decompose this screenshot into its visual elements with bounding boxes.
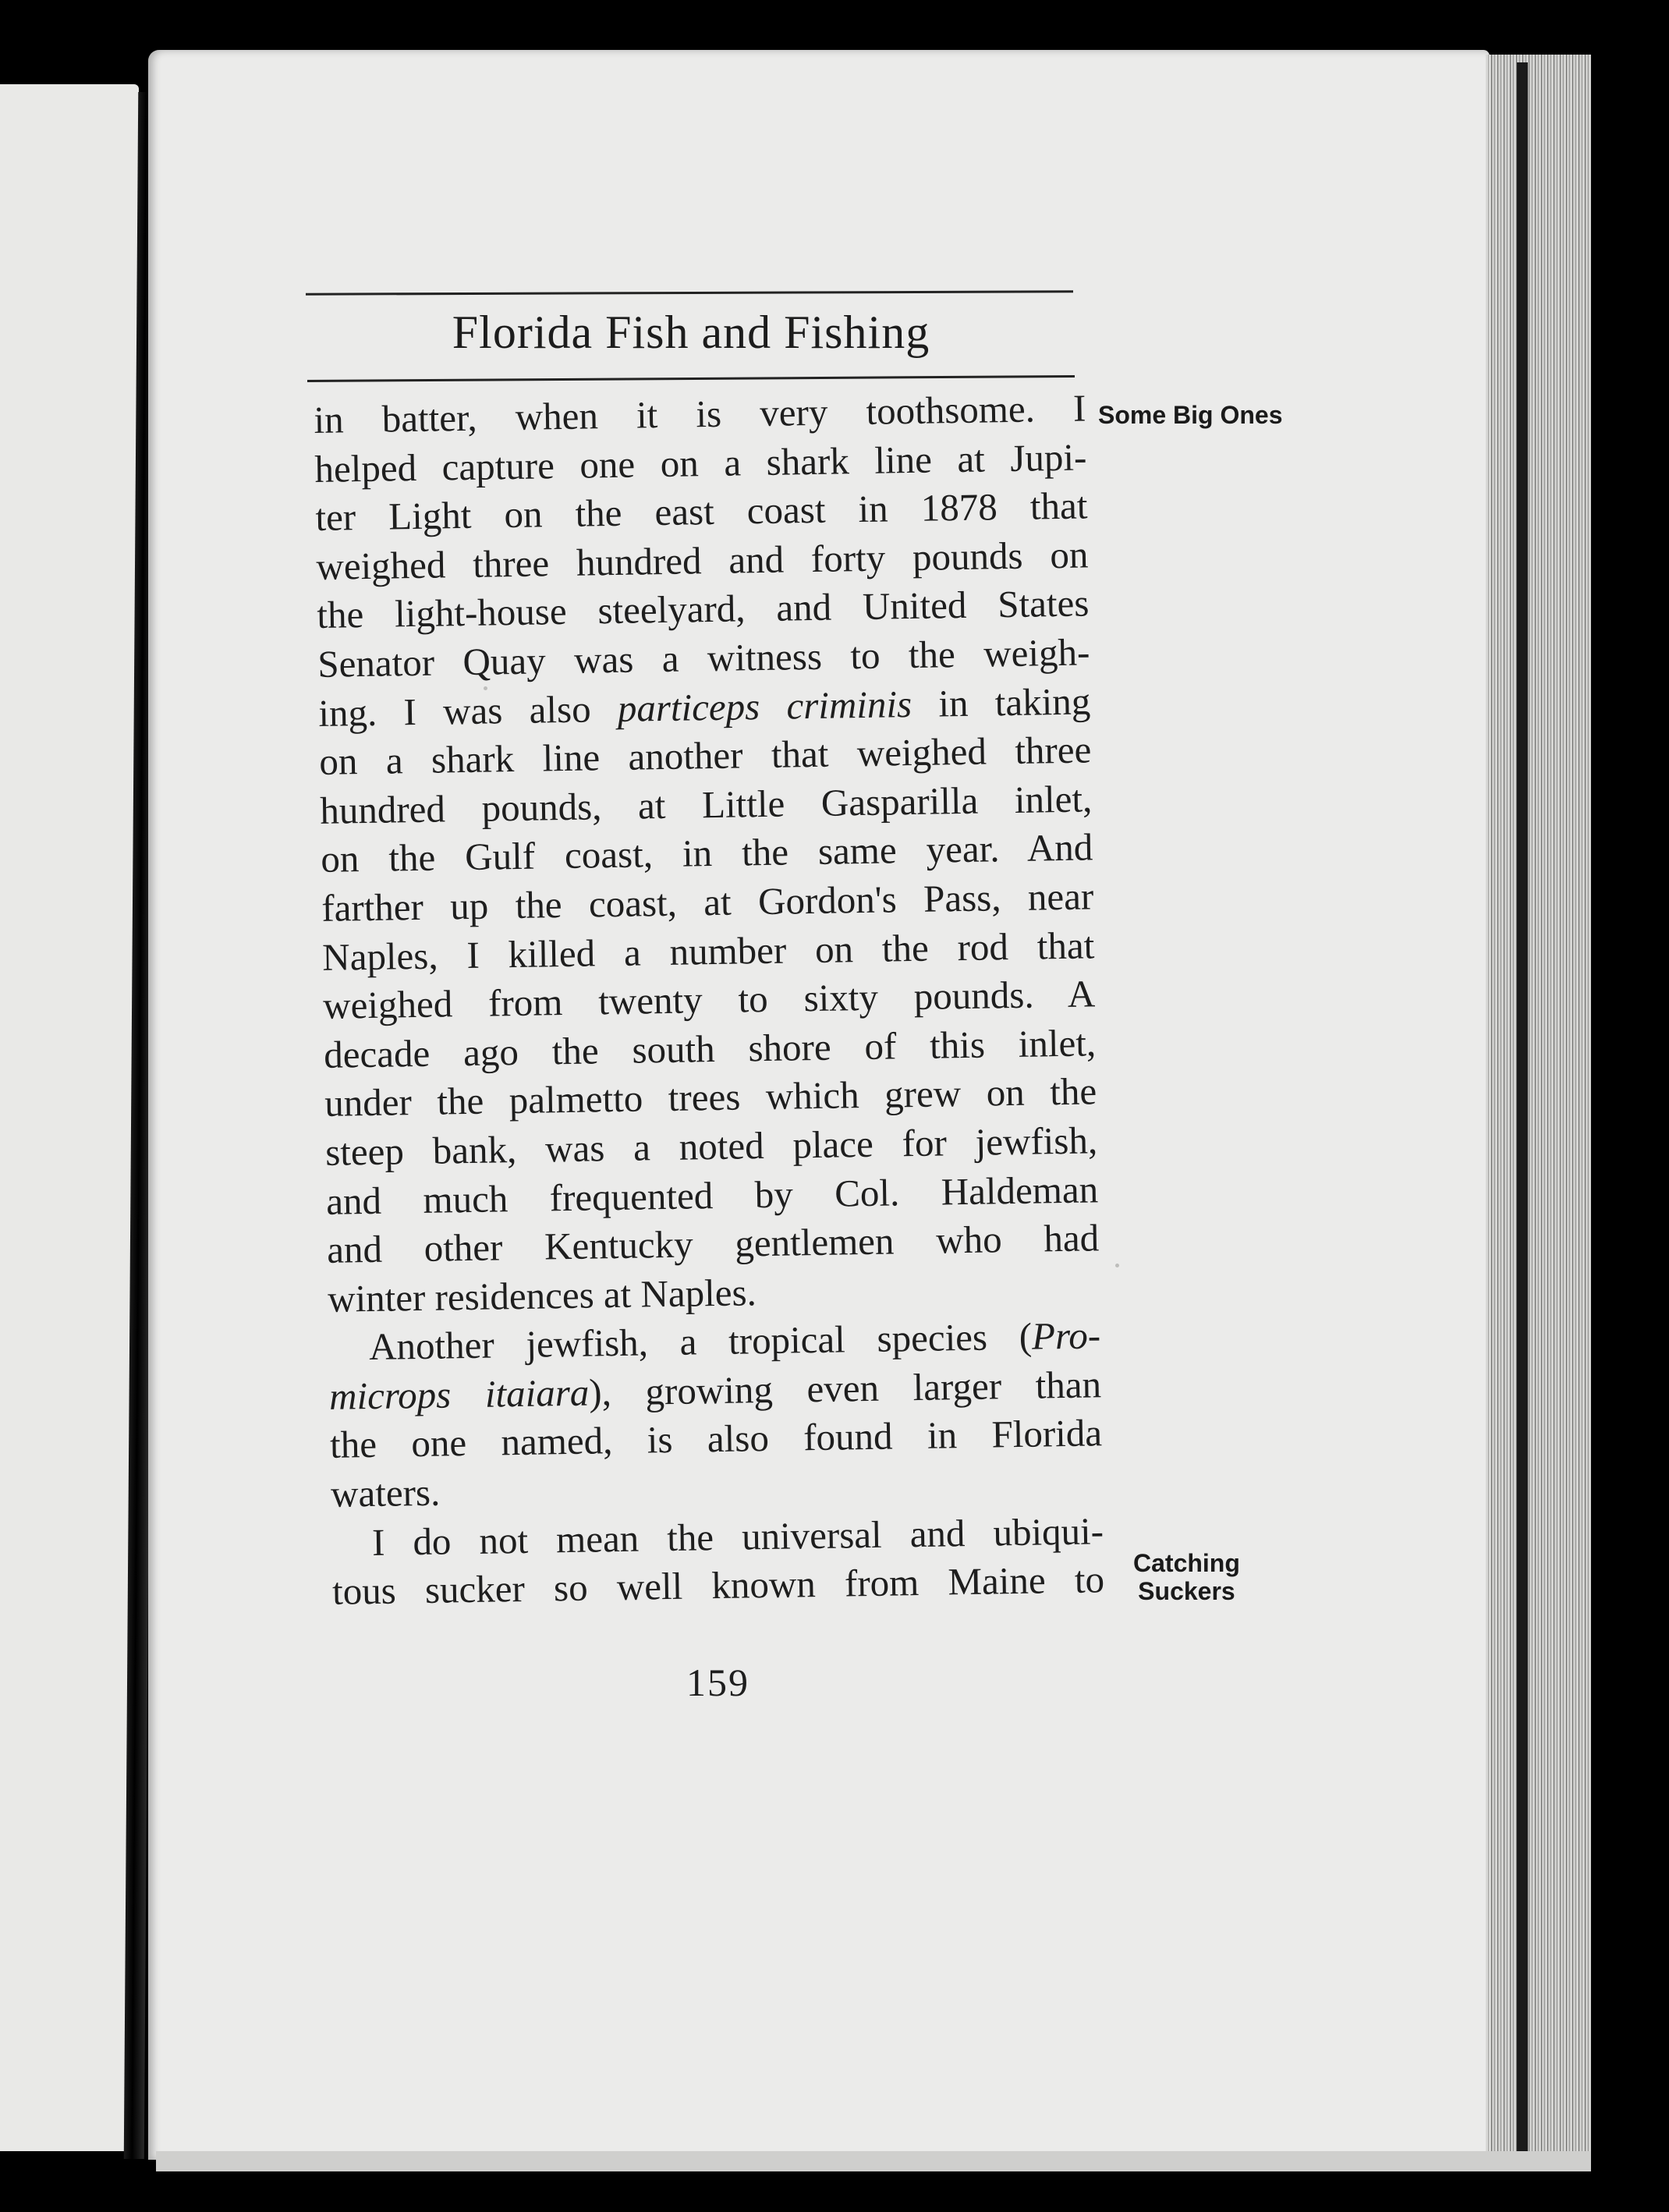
species-name: microps itaiara [328,1370,590,1418]
text-line: under the palmetto trees which grew on the [324,1069,1097,1125]
text-line: Naples, I killed a number on the rod that [321,923,1095,979]
text-line: ter Light on the east coast in 1878 that [315,484,1088,540]
text-line: and much frequented by Col. Haldeman [325,1167,1099,1223]
text-line: Another jewfish, a tropical species (Pro- [368,1313,1101,1369]
text-line: tous sucker so well known from Maine to [331,1558,1105,1614]
body-text [314,384,1104,1616]
species-name: Pro- [1031,1313,1101,1358]
page-bottom-edge [156,2151,1591,2171]
previous-page-edge [0,84,139,2151]
text-line: farther up the coast, at Gordon's Pass, near [321,874,1094,930]
page-number: 159 [686,1661,749,1704]
sidenote-line: Catching [1133,1549,1240,1577]
page-block-shadow [1517,62,1528,2161]
text-line: helped capture one on a shark line at Jupi- [314,435,1087,491]
sidenote-some-big-ones: Some Big Ones [1098,401,1283,429]
text-line: I do not mean the universal and ubiqui- [371,1508,1104,1564]
text-line: on a shark line another that weighed three [318,728,1092,784]
page-block-fore-edge [1486,55,1591,2168]
sidenote-catching-suckers [1133,1549,1240,1605]
text-line: microps itaiara), growing even larger than [328,1363,1102,1418]
paper-speck [1115,1264,1119,1267]
text-line: the one named, is also found in Florida [329,1411,1103,1467]
text-line: on the Gulf coast, in the same year. And [320,825,1093,881]
text-line: waters. [330,1470,441,1515]
text-line: in batter, when it is very toothsome. I [314,386,1086,441]
text-line: weighed three hundred and forty pounds on [315,533,1089,588]
text-line: ing. I was also particeps criminis in taking [317,679,1091,735]
text-line: and other Kentucky gentlemen who had [326,1216,1100,1271]
text-line: the light-house steelyard, and United States [316,581,1090,637]
running-head: Florida Fish and Fishing [452,307,930,358]
text-line: weighed from twenty to sixty pounds. A [322,972,1096,1028]
text-line: steep bank, was a noted place for jewfish, [324,1118,1098,1174]
text-line: decade ago the south shore of this inlet, [323,1021,1097,1076]
sidenote-line: Suckers [1138,1577,1235,1605]
latin-phrase: particeps criminis [617,682,912,730]
text-line: winter residences at Naples. [327,1270,757,1320]
text-line: hundred pounds, at Little Gasparilla inlet, [319,777,1093,832]
text-line: Senator Quay was a witness to the weigh- [317,630,1090,686]
